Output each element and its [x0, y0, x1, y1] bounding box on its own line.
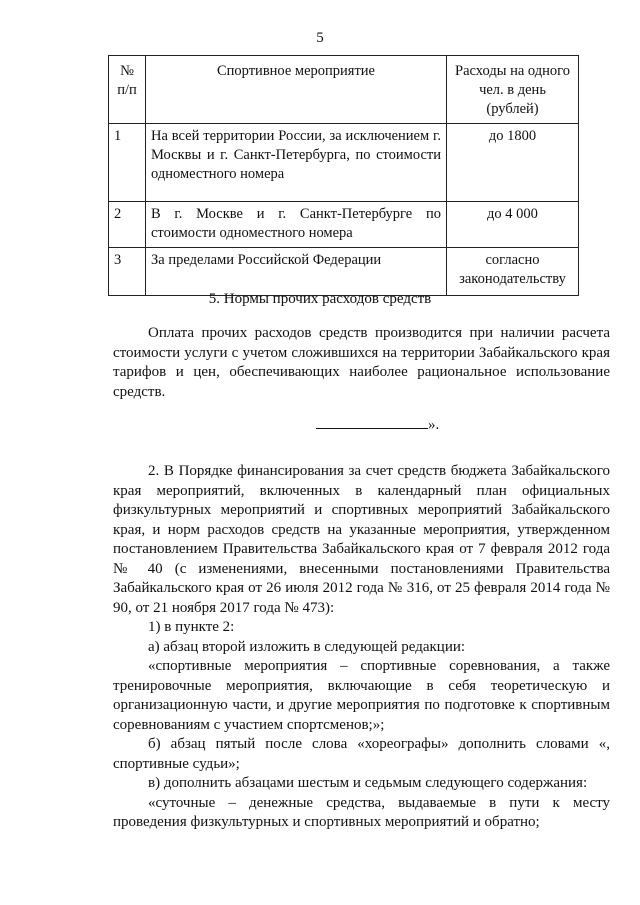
item2-quote-a: «спортивные мероприятия – спортивные соревнования, а также тренировочные мероприятия, включающие в себя теоретическую и организационную части, и другие мероприятия по подготовке к спортивным соревнованиям с участием спортсменов;»;	[113, 658, 610, 733]
row-event: В г. Москве и г. Санкт-Петербурге по стоимости одноместного номера	[146, 202, 447, 248]
row-amount: согласно законодательству	[447, 248, 579, 296]
closing-mark: ».	[428, 417, 440, 433]
row-event: На всей территории России, за исключением г. Москвы и г. Санкт-Петербурга, по стоимости одноместного номера	[146, 124, 447, 202]
item2-sub-b: б) абзац пятый после слова «хореографы» дополнить словами «, спортивные судьи»;	[113, 736, 610, 772]
table-row	[109, 202, 579, 248]
table-row	[109, 248, 579, 296]
table-header-row	[109, 56, 579, 124]
item2-sub-c: в) дополнить абзацами шестым и седьмым следующего содержания:	[148, 775, 588, 791]
section5-paragraph: Оплата прочих расходов средств производится при наличии расчета стоимости услуги с учетом сложившихся на территории Забайкальского края тарифов и цен, обеспечивающих наиболее рациональное использование средств.	[113, 325, 610, 400]
item2-sub1: 1) в пункте 2:	[148, 619, 235, 635]
item2-sub-a: а) абзац второй изложить в следующей редакции:	[148, 638, 466, 655]
row-num: 1	[109, 124, 146, 202]
item2-quote-c: «суточные – денежные средства, выдаваемые в пути к месту проведения физкультурных и спортивных мероприятий и обратно;	[113, 794, 610, 830]
header-event: Спортивное мероприятие	[146, 56, 447, 124]
item2-intro: 2. В Порядке финансирования за счет средств бюджета Забайкальского края мероприятий, включенных в календарный план официальных физкультурных мероприятий и спортивных мероприятий Забайкальского края, и норм расходов средств на указанные мероприятия, утвержденном постановлением Правительства Забайкальского края от 7 февраля 2012 года № 40 (с изменениями, внесенными постановлениями Правительства Забайкальского края от 26 июля 2012 года № 316, от 25 февраля 2014 года № 90, от 21 ноября 2017 года № 473):	[113, 463, 610, 616]
section-heading: 5. Нормы прочих расходов средств	[208, 291, 432, 307]
item2-block	[113, 462, 610, 833]
row-num: 3	[109, 248, 146, 296]
header-num: № п/п	[109, 56, 146, 124]
header-amount: Расходы на одного чел. в день (рублей)	[447, 56, 579, 124]
blank-line	[316, 414, 428, 429]
page-number: 5	[316, 30, 324, 46]
row-num: 2	[109, 202, 146, 248]
row-amount: до 4 000	[447, 202, 579, 248]
row-amount: до 1800	[447, 124, 579, 202]
row-event: За пределами Российской Федерации	[146, 248, 447, 296]
table-row	[109, 124, 579, 202]
closing-line	[316, 414, 439, 434]
expense-norms-table	[108, 55, 579, 296]
